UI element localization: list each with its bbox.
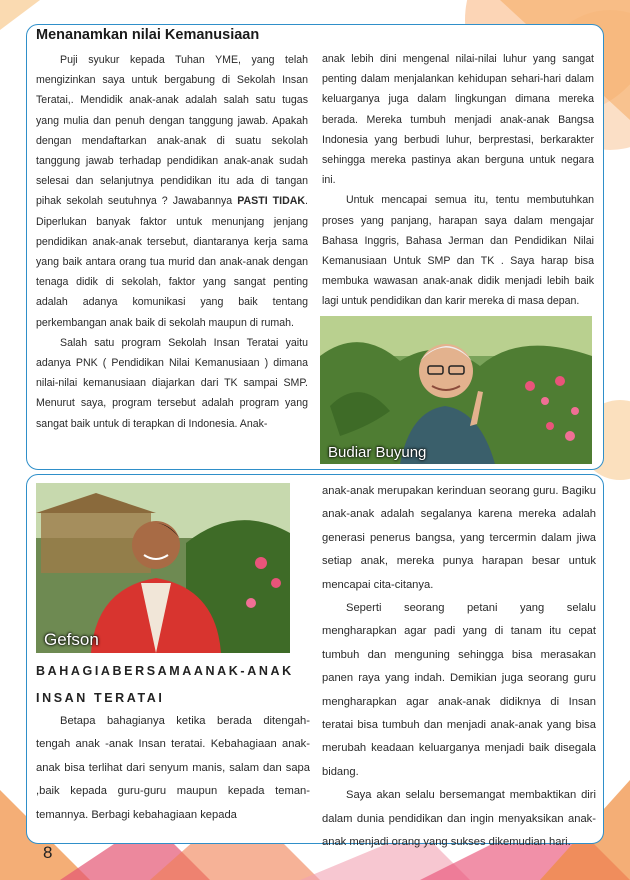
article2-column-right	[322, 480, 596, 855]
paragraph: Seperti seorang petani yang selalu mengharapkan agar padi yang di tanam itu cepat tumbuh dan menguning sehingga bisa merasakan panen raya yang indah. Demikian juga seorang guru mengharapkan agar anak-anak didiknya di Insan teratai bisa tumbuh dan menjadi anak-anak yang bisa merubah keadaan keluarganya menjadi baik disegala bidang.	[322, 602, 596, 778]
paragraph: Puji syukur kepada Tuhan YME, yang telah mengizinkan saya untuk bergabung di Sekolah Insan Teratai,. Mendidik anak-anak adalah salah satu tugas yang mulia dan penuh dengan tanggung jawab. Apakah dengan mendaftarkan anak-anak di suatu sekolah tanggung jawab terhadap pendidikan anak-anak sudah selesai dan selanjutnya pendidikan itu ada di tangan pihak sekolah seutuhnya ? Jawabannya PASTI TIDAK. Diperlukan banyak faktor untuk menunjang jenjang pendidikan anak-anak tersebut, diantaranya kerja sama yang baik antara orang tua murid dan anak-anak dengan tenaga didik di sekolah, faktor yang sangat penting adalah adanya komunikasi yang baik tentang perkembangan anak baik di sekolah maupun di rumah.	[36, 54, 308, 329]
heading-line: BAHAGIABERSAMAANAK-ANAK	[36, 664, 294, 678]
article2-column-left	[36, 710, 310, 827]
photo-caption: Budiar Buyung	[328, 444, 427, 461]
article1-column-left	[36, 50, 308, 434]
article1-column-right	[322, 49, 594, 312]
photo-gefson	[36, 483, 290, 653]
paragraph: Salah satu program Sekolah Insan Teratai yaitu adanya PNK ( Pendidikan Nilai Kemanusiaan ) dimana nilai-nilai kemanusiaan diajarkan dari TK sampai SMP. Menurut saya, program tersebut adalah program yang sangat baik untuk di terapkan di Indonesia. Anak-	[36, 336, 308, 430]
paragraph: Betapa bahagianya ketika berada ditengah-tengah anak -anak Insan teratai. Kebahagiaan anak-anak bisa terlihat dari senyum manis, salam dan sapa ,baik kepada guru-guru maupun kepada teman-temannya. Berbagi kebahagiaan kepada	[36, 715, 310, 821]
photo-budiar-buyung	[320, 316, 592, 464]
article-title: Menanamkan nilai Kemanusiaan	[36, 27, 260, 43]
photo-caption: Gefson	[44, 630, 99, 649]
paragraph: anak-anak merupakan kerinduan seorang guru. Bagiku anak-anak adalah segalanya karena mereka adalah generasi penerus bangsa, yang tercermin dalam jiwa setiap anak, mereka punya harapan besar untuk mencapai cita-citanya.	[322, 485, 596, 591]
paragraph: Untuk mencapai semua itu, tentu membutuhkan proses yang panjang, harapan saya dalam mengajar Bahasa Inggris, Bahasa Jerman dan Pendidikan Nilai Kemanusiaan Untuk SMP dan TK . Saya harap bisa membuka wawasan anak-anak didik menjadi lebih baik lagi untuk pendidikan dan karir mereka di masa depan.	[322, 194, 594, 308]
heading-line: INSAN TERATAI	[36, 691, 165, 705]
paragraph: Saya akan selalu bersemangat membaktikan diri dalam dunia pendidikan dan ingin menyaksikan anak-anak menjadi orang yang sukses dikemudian hari.	[322, 789, 596, 849]
bold-answer: PASTI TIDAK	[237, 195, 306, 208]
page-number: 8	[43, 843, 53, 862]
article2-heading	[36, 658, 308, 712]
paragraph: anak lebih dini mengenal nilai-nilai luhur yang sangat penting dalam menjalankan kehidupan sehari-hari dalam keluarganya juga dalam lingkungan dimana mereka berada. Mereka tumbuh menjadi anak-anak Bangsa Indonesia yang berbudi luhur, berprestasi, berkarakter sehingga mereka pastinya akan berguna untuk negara ini.	[322, 53, 594, 187]
